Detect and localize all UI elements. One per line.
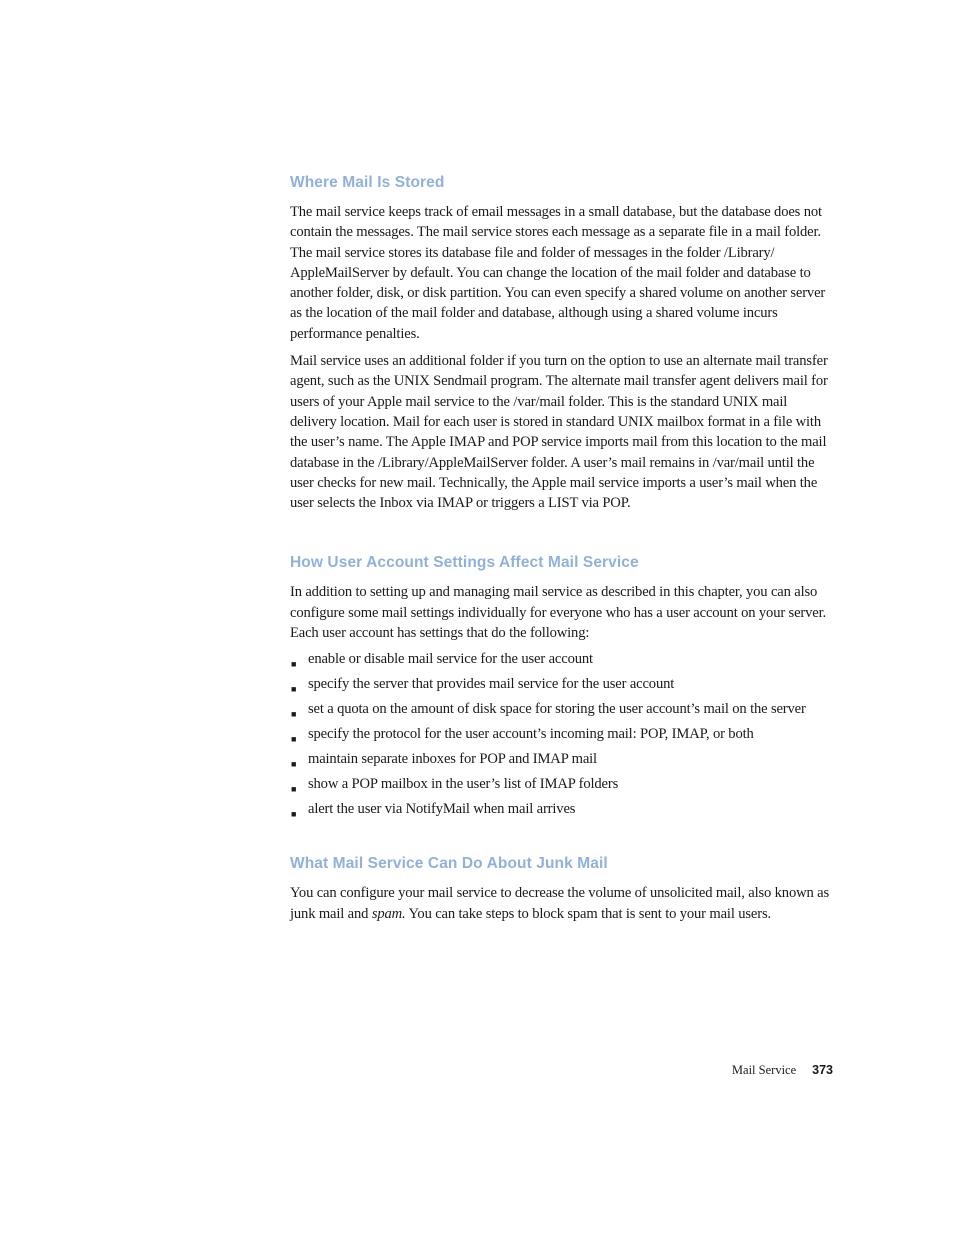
bullet-square-icon: ■	[291, 759, 297, 770]
page-number: 373	[812, 1063, 833, 1077]
bullet-square-icon: ■	[291, 784, 297, 795]
list-item: ■ set a quota on the amount of disk space for storing the user account’s mail on the server	[290, 699, 832, 724]
list-item: ■ specify the server that provides mail service for the user account	[290, 674, 832, 699]
page-footer	[732, 1063, 833, 1078]
paragraph-junk-mail: You can configure your mail service to decrease the volume of unsolicited mail, also known as junk mail and spam. You can take steps to block spam that is sent to your mail users.	[290, 885, 829, 922]
paragraph-mail-storage: The mail service keeps track of email messages in a small database, but the database does not contain the messages. The mail service stores each message as a separate file in a mail folder. The mail service stores its database file and folder of messages in the folder /Library/ AppleMailServer by default. You can change the location of the mail folder and database to another folder, disk, or disk partition. You can even specify a shared volume on another server as the location of the mail folder and database, although using a shared volume incurs performance penalties.	[290, 204, 826, 342]
section-heading-junk-mail: What Mail Service Can Do About Junk Mail	[290, 855, 608, 873]
footer-chapter-title: Mail Service	[731, 1063, 797, 1077]
document-body	[290, 172, 832, 924]
list-item: ■ show a POP mailbox in the user’s list of IMAP folders	[290, 774, 832, 799]
paragraph-alternate-mta: Mail service uses an additional folder if you turn on the option to use an alternate mail transfer agent, such as the UNIX Sendmail program. The alternate mail transfer agent delivers mail for users of your Apple mail service to the /var/mail folder. This is the standard UNIX mail delivery location. Mail for each user is stored in standard UNIX mailbox format in a file with the user’s name. The Apple IMAP and POP service imports mail from this location to the mail database in the /Library/AppleMailServer folder. A user’s mail remains in /var/mail until the user checks for new mail. Technically, the Apple mail service imports a user’s mail when the user selects the Inbox via IMAP or triggers a LIST via POP.	[290, 353, 828, 512]
list-item: ■ alert the user via NotifyMail when mail arrives	[290, 799, 832, 824]
section-heading-user-account-settings: How User Account Settings Affect Mail Service	[290, 554, 639, 572]
paragraph-user-account-intro: In addition to setting up and managing mail service as described in this chapter, you can also configure some mail settings individually for everyone who has a user account on your server. Each user account has settings that do the following:	[290, 584, 827, 642]
bullet-square-icon: ■	[291, 734, 297, 745]
list-item: ■ enable or disable mail service for the user account	[290, 649, 832, 674]
section-heading-where-mail-is-stored: Where Mail Is Stored	[290, 174, 445, 191]
bullet-square-icon: ■	[291, 809, 297, 820]
list-item: ■ maintain separate inboxes for POP and IMAP mail	[290, 749, 832, 774]
settings-bullet-list	[290, 649, 832, 824]
bullet-square-icon: ■	[291, 659, 297, 670]
bullet-square-icon: ■	[291, 709, 297, 720]
bullet-square-icon: ■	[291, 684, 297, 695]
emphasis-spam: spam.	[371, 905, 406, 922]
list-item: ■ specify the protocol for the user account’s incoming mail: POP, IMAP, or both	[290, 724, 832, 749]
